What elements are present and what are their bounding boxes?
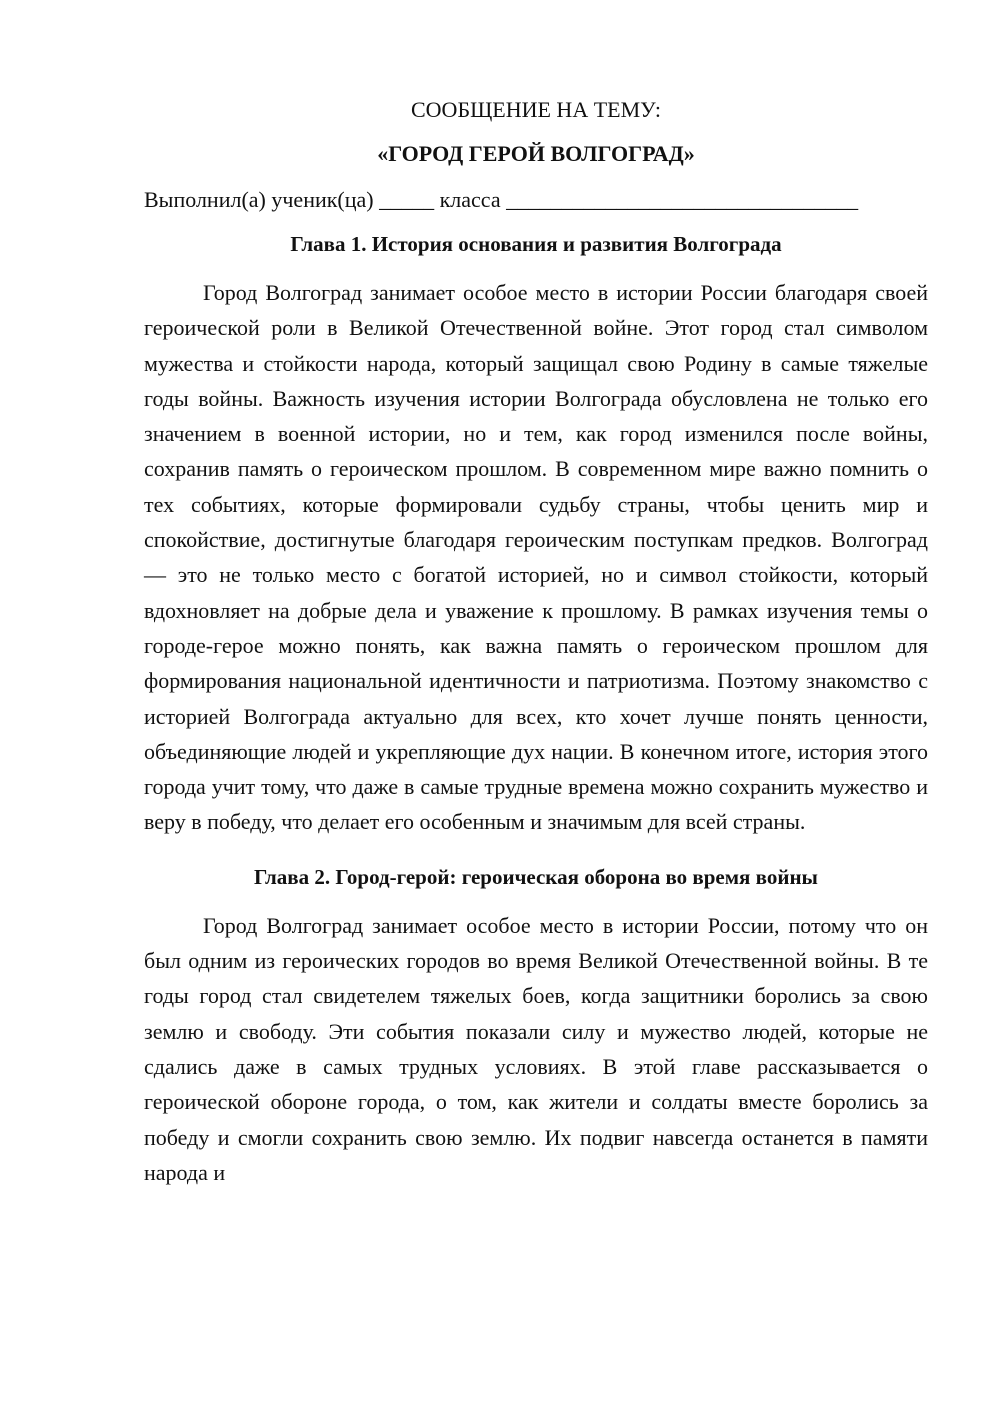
chapter-2 bbox=[144, 862, 928, 1190]
document-title-line2: «ГОРОД ГЕРОЙ ВОЛГОГРАД» bbox=[377, 141, 695, 166]
chapter-1-heading: Глава 1. История основания и развития Волгограда bbox=[290, 232, 782, 256]
document-page bbox=[144, 95, 928, 1190]
chapter-1 bbox=[144, 229, 928, 840]
document-title-line1: СООБЩЕНИЕ НА ТЕМУ: bbox=[411, 97, 661, 122]
chapter-2-paragraph: Город Волгоград занимает особое место в истории России, потому что он был одним из героических городов во время Великой Отечественной войны. В те годы город стал свидетелем тяжелых боев, когда защитники боролись за свою землю и свободу. Эти события показали силу и мужество людей, которые не сдались даже в самых трудных условиях. В этой главе рассказывается о героической обороне города, о том, как жители и солдаты вместе боролись за победу и смогли сохранить свою землю. Их подвиг навсегда останется в памяти народа и bbox=[144, 912, 928, 1185]
chapter-2-heading: Глава 2. Город-герой: героическая оборона во время войны bbox=[254, 864, 818, 889]
chapter-1-paragraph: Город Волгоград занимает особое место в истории России благодаря своей героической роли в Великой Отечественной войне. Этот город стал символом мужества и стойкости народа, который защищал свою Родину в самые тяжелые годы войны. Важность изучения истории Волгограда обусловлена не только его значением в военной истории, но и тем, как город изменился после войны, сохранив память о героическом прошлом. В современном мире важно помнить о тех событиях, которые формировали судьбу страны, чтобы ценить мир и спокойствие, достигнутые благодаря героическим поступкам предков. Волгоград — это не только место с богатой историей, но и символ стойкости, который вдохновляет на добрые дела и уважение к прошлому. В рамках изучения темы о городе-герое можно понять, как важна память о героическом прошлом для формирования национальной идентичности и патриотизма. Поэтому знакомство с историей Волгограда актуально для всех, кто хочет лучше понять ценности, объединяющие людей и укрепляющие дух нации. В конечном итоге, история этого города учит тому, что даже в самые трудные времена можно сохранить мужество и веру в победу, что делает его особенным и значимым для всей страны. bbox=[144, 280, 928, 835]
author-line: Выполнил(а) ученик(ца) _____ класса ________________________________ bbox=[144, 187, 859, 212]
